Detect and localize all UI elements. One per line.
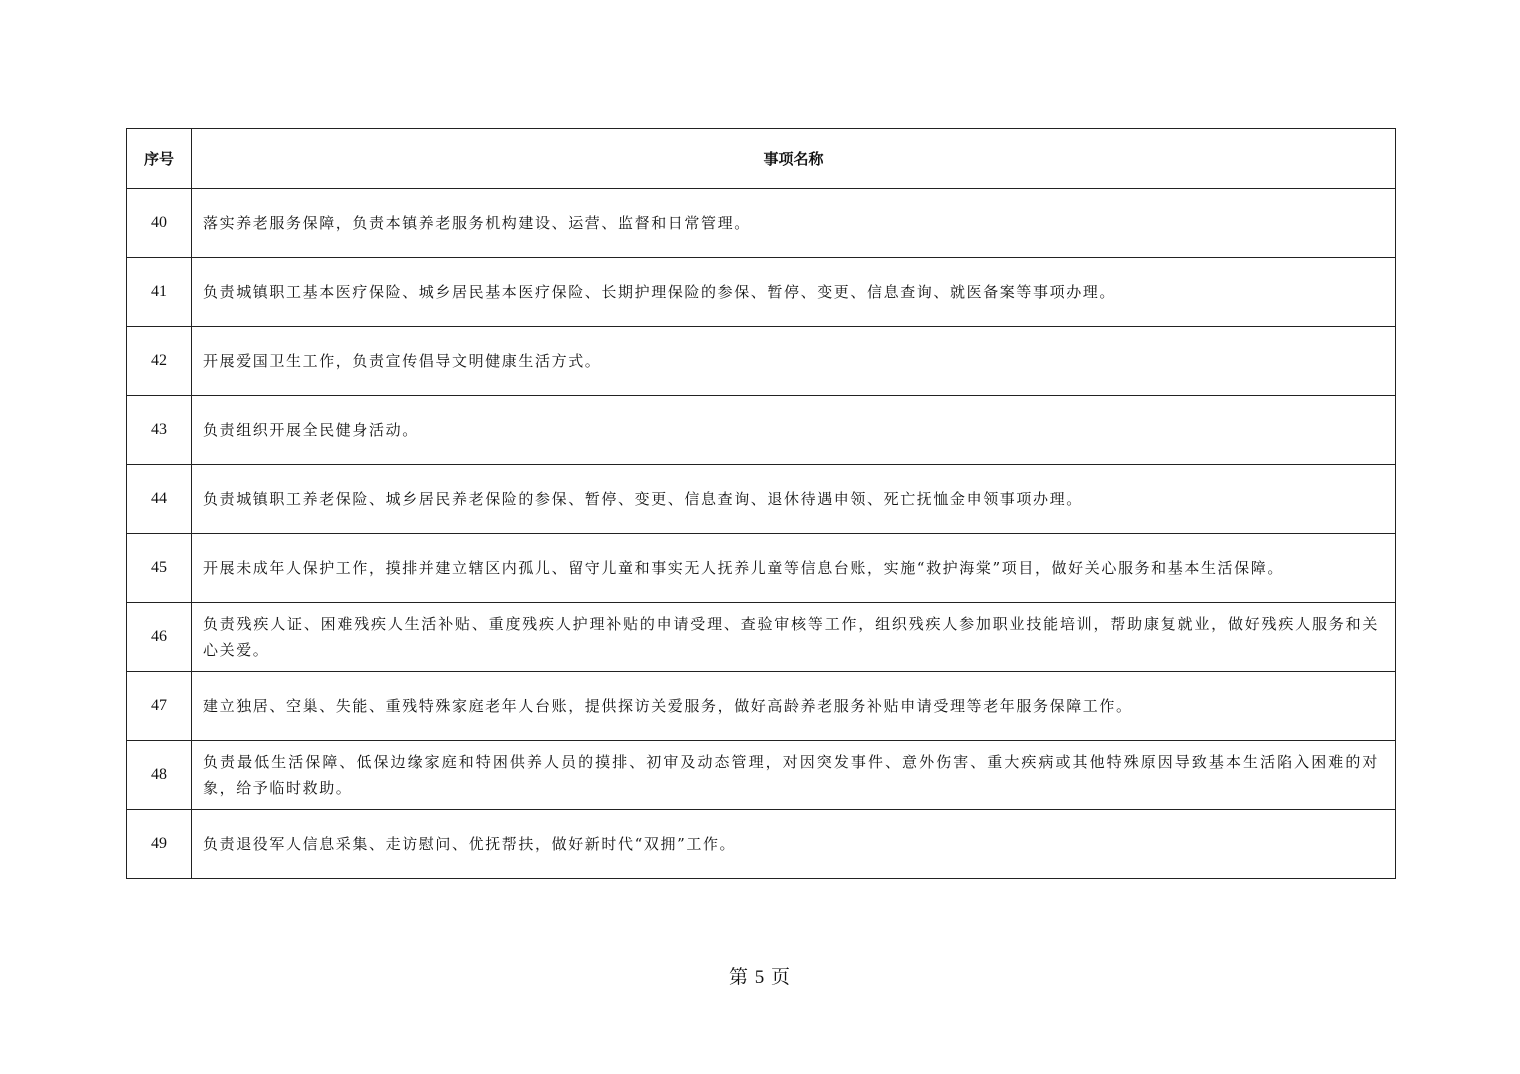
table-row (127, 534, 1396, 603)
row-item-name: 负责退役军人信息采集、走访慰问、优抚帮扶，做好新时代“双拥”工作。 (192, 810, 1396, 879)
row-number: 49 (127, 810, 192, 879)
table-row (127, 465, 1396, 534)
row-number: 47 (127, 672, 192, 741)
table-header-row (127, 129, 1396, 189)
row-number: 44 (127, 465, 192, 534)
table-row (127, 327, 1396, 396)
table-row (127, 396, 1396, 465)
row-item-name: 负责城镇职工养老保险、城乡居民养老保险的参保、暂停、变更、信息查询、退休待遇申领、死亡抚恤金申领事项办理。 (192, 465, 1396, 534)
row-item-name: 开展未成年人保护工作，摸排并建立辖区内孤儿、留守儿童和事实无人抚养儿童等信息台账，实施“救护海棠”项目，做好关心服务和基本生活保障。 (192, 534, 1396, 603)
row-number: 43 (127, 396, 192, 465)
table-row (127, 741, 1396, 810)
row-number: 48 (127, 741, 192, 810)
table-row (127, 603, 1396, 672)
row-item-name: 开展爱国卫生工作，负责宣传倡导文明健康生活方式。 (192, 327, 1396, 396)
page-number: 第 5 页 (728, 967, 791, 988)
table-row (127, 189, 1396, 258)
header-item-name: 事项名称 (192, 129, 1396, 189)
row-number: 40 (127, 189, 192, 258)
row-number: 46 (127, 603, 192, 672)
row-item-name: 负责残疾人证、困难残疾人生活补贴、重度残疾人护理补贴的申请受理、查验审核等工作，组织残疾人参加职业技能培训，帮助康复就业，做好残疾人服务和关心关爱。 (192, 603, 1396, 672)
row-item-name: 负责组织开展全民健身活动。 (192, 396, 1396, 465)
table-row (127, 810, 1396, 879)
row-item-name: 建立独居、空巢、失能、重残特殊家庭老年人台账，提供探访关爱服务，做好高龄养老服务补贴申请受理等老年服务保障工作。 (192, 672, 1396, 741)
row-number: 45 (127, 534, 192, 603)
row-number: 42 (127, 327, 192, 396)
row-item-name: 落实养老服务保障，负责本镇养老服务机构建设、运营、监督和日常管理。 (192, 189, 1396, 258)
row-item-name: 负责城镇职工基本医疗保险、城乡居民基本医疗保险、长期护理保险的参保、暂停、变更、信息查询、就医备案等事项办理。 (192, 258, 1396, 327)
row-item-name: 负责最低生活保障、低保边缘家庭和特困供养人员的摸排、初审及动态管理，对因突发事件、意外伤害、重大疾病或其他特殊原因导致基本生活陷入困难的对象，给予临时救助。 (192, 741, 1396, 810)
table-row (127, 258, 1396, 327)
row-number: 41 (127, 258, 192, 327)
items-table (126, 128, 1396, 879)
header-serial-number: 序号 (127, 129, 192, 189)
table-row (127, 672, 1396, 741)
